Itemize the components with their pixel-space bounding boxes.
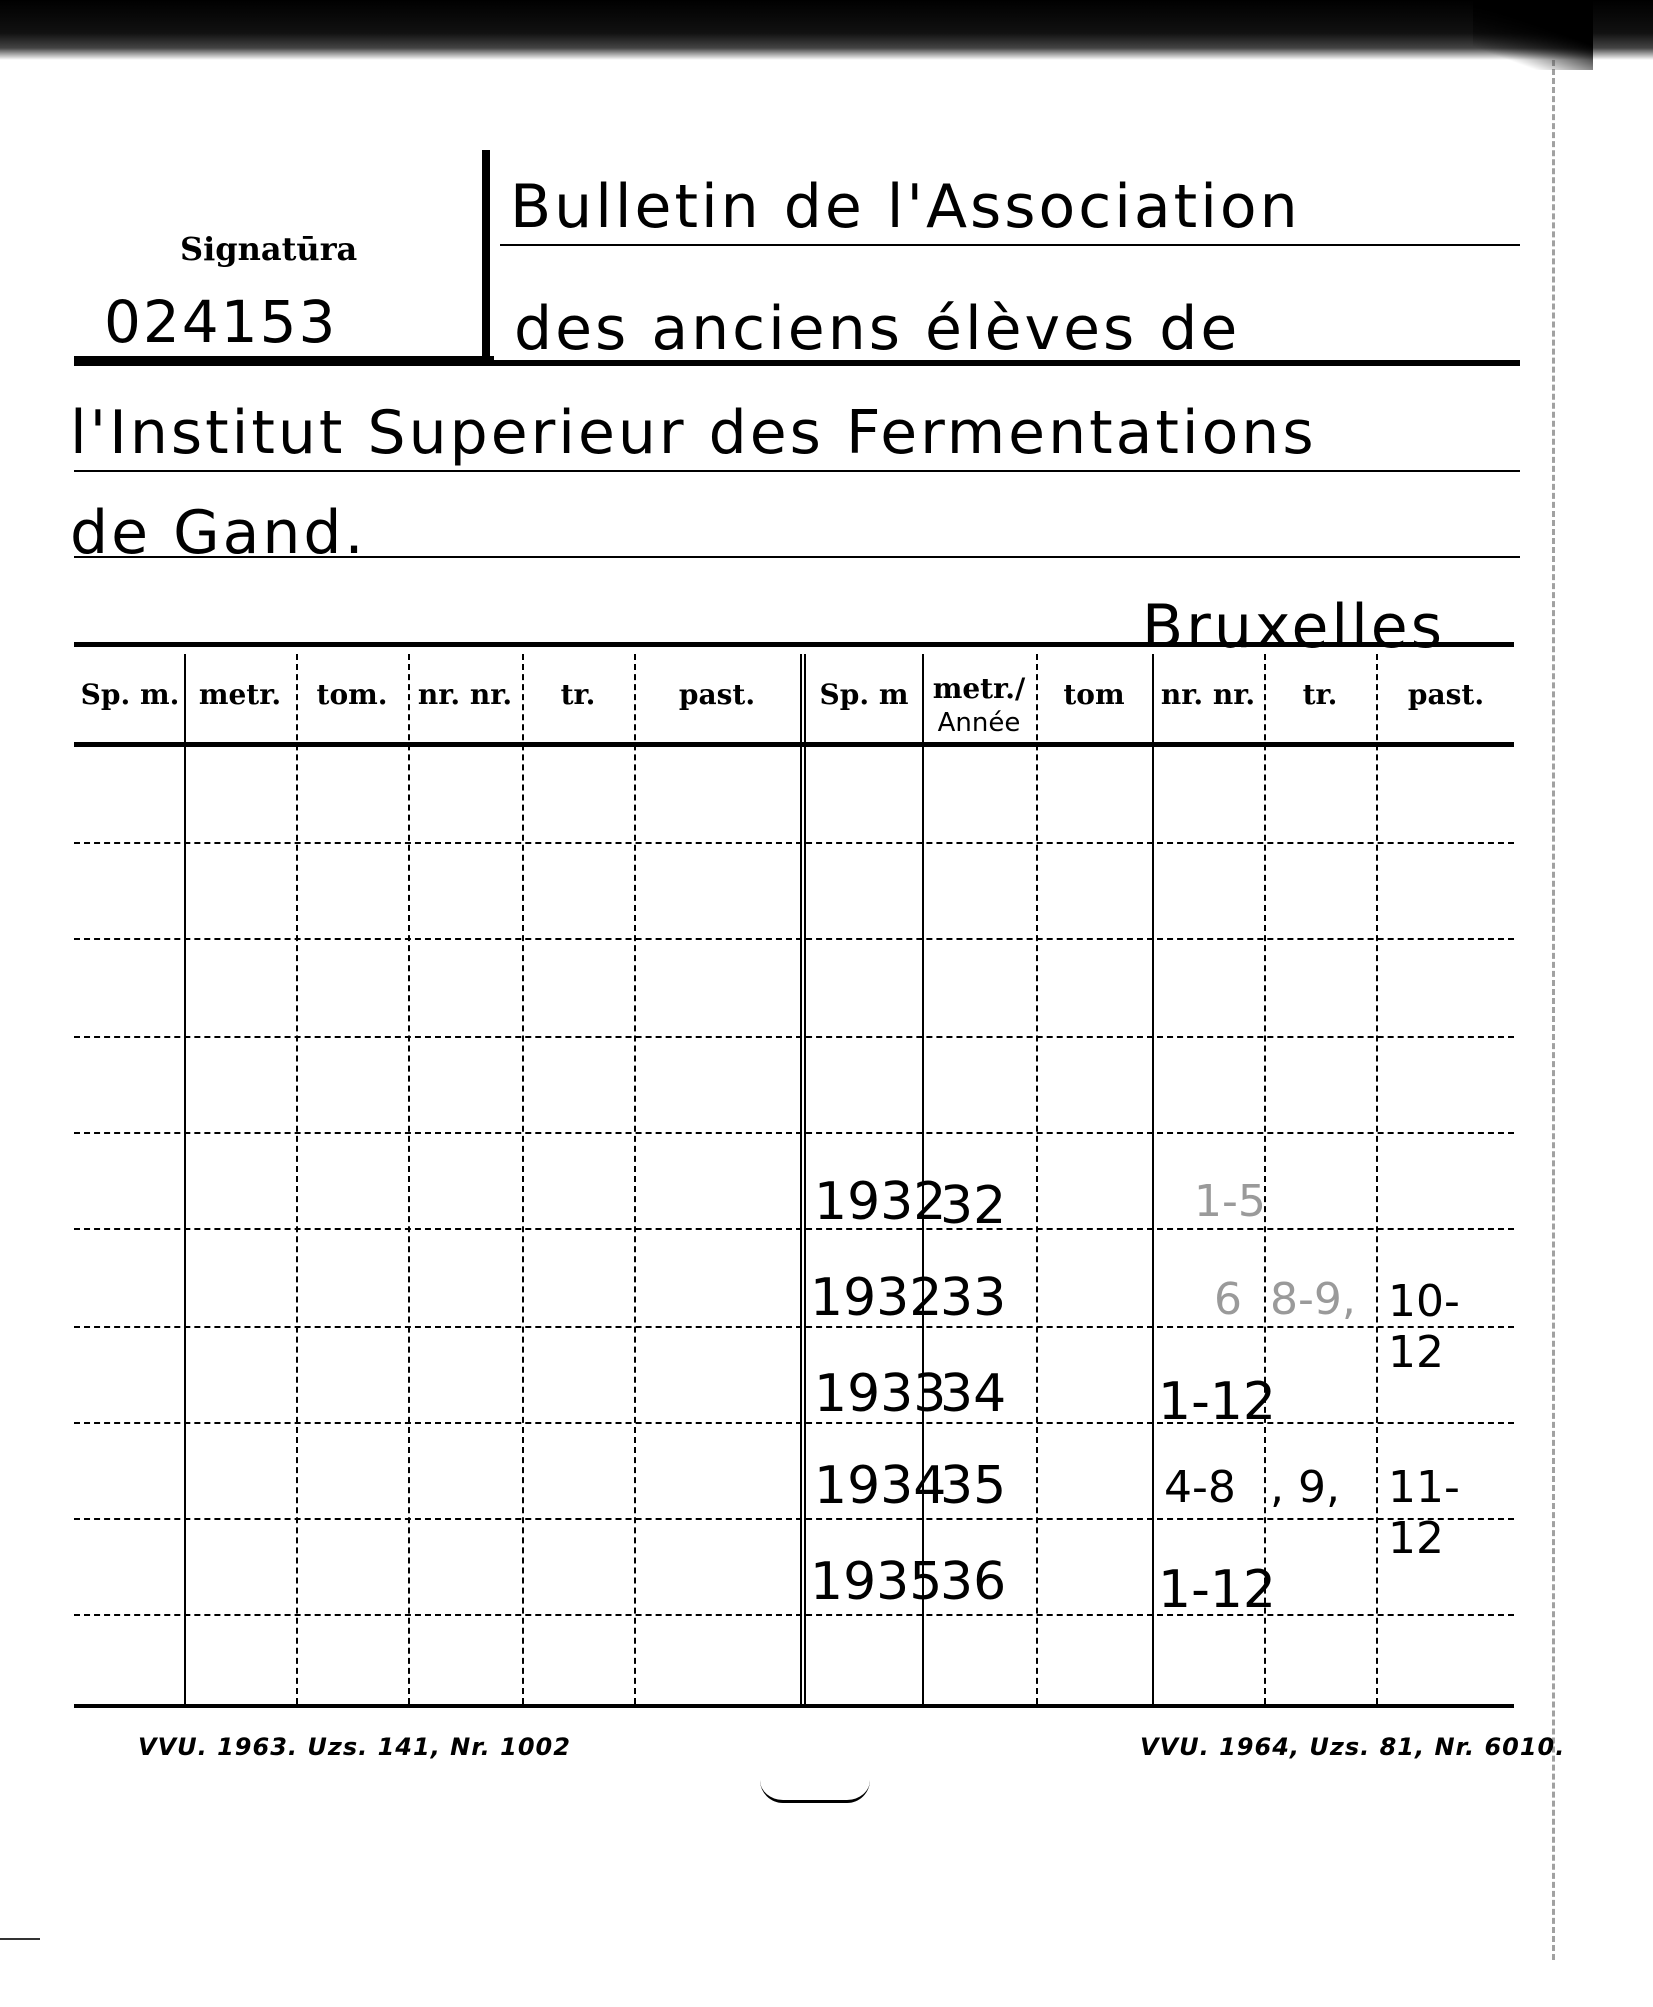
entry-year: 1932 bbox=[810, 1268, 943, 1328]
stamp-left: VVU. 1963. Uzs. 141, Nr. 1002 bbox=[138, 1733, 571, 1761]
entry-tr: , 9, bbox=[1270, 1462, 1340, 1513]
col-header-right-spm: Sp. m bbox=[819, 678, 909, 711]
place-name: Bruxelles bbox=[1142, 592, 1445, 662]
row-rule bbox=[74, 938, 1514, 940]
col-header-left-metr: metr. bbox=[198, 678, 282, 711]
scan-edge-mark bbox=[0, 1938, 40, 1940]
table-bottom-rule bbox=[74, 1704, 1514, 1708]
table-top-rule bbox=[74, 642, 1514, 647]
col-divider bbox=[1152, 654, 1154, 1704]
header-divider bbox=[482, 150, 490, 360]
col-header-left-nrnr: nr. nr. bbox=[417, 678, 513, 711]
scan-right-edge bbox=[1552, 60, 1565, 1960]
col-header-left-past: past. bbox=[678, 678, 756, 711]
col-divider bbox=[408, 654, 410, 1704]
entry-nr: 1-5 bbox=[1194, 1176, 1266, 1227]
entry-year: 1934 bbox=[814, 1456, 947, 1516]
title-line-2: des anciens élèves de bbox=[514, 294, 1241, 364]
title-line-3: l'Institut Superieur des Fermentations bbox=[70, 398, 1317, 468]
col-divider bbox=[634, 654, 636, 1704]
entry-nr: 1-12 bbox=[1158, 1560, 1277, 1620]
title-line-1: Bulletin de l'Association bbox=[510, 172, 1301, 242]
entry-annee: 35 bbox=[940, 1456, 1007, 1516]
col-header-right-tr: tr. bbox=[1302, 678, 1338, 711]
row-rule bbox=[74, 1326, 1514, 1328]
entry-annee: 32 bbox=[940, 1176, 1007, 1236]
holdings-table bbox=[74, 642, 1514, 1712]
col-header-right-nrnr: nr. nr. bbox=[1160, 678, 1256, 711]
col-divider bbox=[522, 654, 524, 1704]
entry-annee: 36 bbox=[940, 1552, 1007, 1612]
col-divider bbox=[296, 654, 298, 1704]
entry-nr: 6 bbox=[1214, 1274, 1242, 1325]
row-rule bbox=[74, 842, 1514, 844]
table-header-rule bbox=[74, 742, 1514, 747]
signature-label: Signatūra bbox=[180, 230, 358, 268]
stamp-right: VVU. 1964, Uzs. 81, Nr. 6010. bbox=[1140, 1733, 1566, 1761]
row-rule bbox=[74, 1036, 1514, 1038]
entry-year: 1935 bbox=[810, 1552, 943, 1612]
title-rule-2 bbox=[74, 360, 1520, 366]
row-rule bbox=[74, 1228, 1514, 1230]
col-header-left-tom: tom. bbox=[316, 678, 388, 711]
row-rule bbox=[74, 1614, 1514, 1616]
col-header-right-tom: tom bbox=[1063, 678, 1125, 711]
entry-past: 10-12 bbox=[1388, 1276, 1460, 1378]
row-rule bbox=[74, 1518, 1514, 1520]
col-header-right-past: past. bbox=[1407, 678, 1485, 711]
col-header-right-annee: Année bbox=[937, 708, 1021, 738]
col-divider bbox=[1036, 654, 1038, 1704]
title-line-4: de Gand. bbox=[70, 498, 367, 568]
entry-nr: 4-8 bbox=[1164, 1462, 1236, 1513]
row-rule bbox=[74, 1132, 1514, 1134]
col-divider bbox=[184, 654, 186, 1704]
col-header-left-tr: tr. bbox=[560, 678, 596, 711]
entry-past: 11-12 bbox=[1388, 1462, 1460, 1564]
title-rule-4 bbox=[74, 556, 1520, 558]
title-rule-1 bbox=[500, 244, 1520, 246]
col-header-right-metr: metr./ bbox=[932, 672, 1026, 705]
entry-annee: 34 bbox=[940, 1364, 1007, 1424]
entry-tr: 8-9, bbox=[1270, 1274, 1356, 1325]
ink-swoosh bbox=[760, 1780, 870, 1803]
table-center-divider bbox=[800, 654, 814, 1704]
col-header-left-spm: Sp. m. bbox=[80, 678, 180, 711]
entry-nr: 1-12 bbox=[1158, 1372, 1277, 1432]
entry-year: 1932 bbox=[814, 1172, 947, 1232]
row-rule bbox=[74, 1422, 1514, 1424]
col-divider bbox=[1376, 654, 1378, 1704]
entry-annee: 33 bbox=[940, 1268, 1007, 1328]
title-rule-3 bbox=[74, 470, 1520, 472]
scan-top-edge bbox=[0, 0, 1653, 60]
signature-value: 024153 bbox=[104, 288, 338, 356]
entry-year: 1933 bbox=[814, 1364, 947, 1424]
